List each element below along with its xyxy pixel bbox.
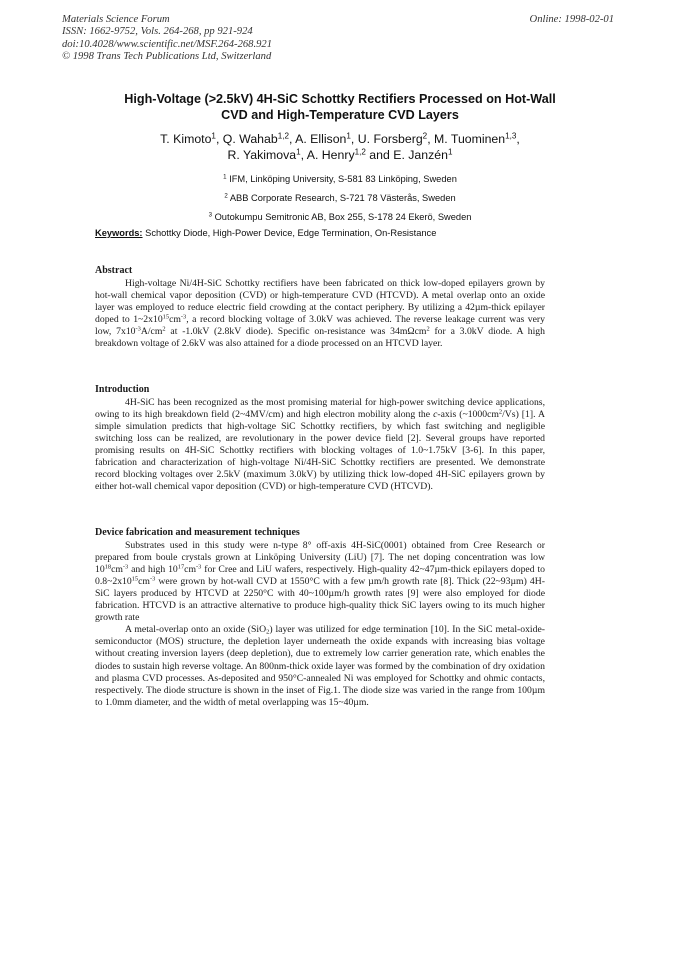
superscript: 15 <box>131 575 139 583</box>
superscript: -3 <box>180 313 187 321</box>
author-affil-mark: 1 <box>346 131 351 141</box>
affiliation <box>60 170 620 189</box>
author-sep: , <box>215 132 223 146</box>
keywords-line <box>95 227 436 239</box>
text-run: cm <box>169 314 181 326</box>
affiliation <box>60 189 620 208</box>
author-list <box>60 131 620 163</box>
italic-run: c <box>433 409 438 421</box>
subscript: 2 <box>266 628 270 636</box>
text-run: cm <box>184 564 197 576</box>
superscript: 18 <box>104 563 112 571</box>
text-run: Substrates used in this study were n-type 8° off-axis 4H-SiC(0001) obtained from Cree Research or prepared from boule crystals grown at Linköping University (LiU) [7]. The net doping concentration was low 10 <box>95 540 545 576</box>
author-affil-mark: 2 <box>422 131 428 141</box>
author-affil-mark: 1 <box>211 131 216 141</box>
keywords-text: Schottky Diode, High-Power Device, Edge Termination, On-Resistance <box>142 228 437 238</box>
publication-header <box>62 14 272 63</box>
online-date: Online: 1998-02-01 <box>529 14 614 25</box>
affiliation-mark: 1 <box>223 173 227 181</box>
text-run: for a 3.0kV diode. A high breakdown voltage of 2.6kV was also attained for a diode processed on an HTCVD layer. <box>95 326 545 350</box>
text-run: , a record blocking voltage of 3.0kV was achieved. The reverse leakage current was very low, 7x10 <box>95 314 545 338</box>
affiliation-text: ABB Corporate Research, S-721 78 Västerås, Sweden <box>229 193 456 203</box>
text-run: cm <box>111 564 123 576</box>
text-run: -axis (~1000cm <box>437 409 499 421</box>
author-name: E. Janzén <box>393 148 448 162</box>
device-fabrication-paragraph-2 <box>95 624 545 708</box>
text-run: High-voltage Ni/4H-SiC Schottky rectifiers have been fabricated on thick low-doped epilayers grown by hot-wall chemical vapor deposition (CVD) or high-temperature CVD (HTCVD). A metal overlap onto an oxide layer was employed to reduce electric field crowding at the contact periphery. By utilizing a 42µm-thick epilayer doped to 1~2x10 <box>95 278 545 326</box>
copyright-line: © 1998 Trans Tech Publications Ltd, Switzerland <box>62 50 272 62</box>
text-run: /Vs) [1]. A simple simulation predicts that high-voltage SiC Schottky rectifiers, by which fast switching and negligible switching loss can be realized, are revolutionary in the power device field [2]. Several groups have reported promising results on 4H-SiC Schottky rectifiers with blocking voltages of 1.0~1.75kV [3-6]. In this paper, fabrication and characterization of high-voltage Ni/4H-SiC Schottky rectifiers are presented. We demonstrate record blocking voltages over 2.5kV (maximum 3.0kV) by utilizing thick low-doped 4H-SiC epilayers grown by either hot-wall chemical vapor deposition (CVD) or high-temperature CVD (HTCVD). <box>95 409 545 493</box>
text-run: at -1.0kV (2.8kV diode). Specific on-resistance was 34mΩcm <box>165 326 427 338</box>
author-affil-mark: 1 <box>447 147 453 157</box>
introduction-heading: Introduction <box>95 384 150 395</box>
author-name: T. Kimoto <box>160 132 212 146</box>
text-run: were grown by hot-wall CVD at 1550°C with a few µm/h growth rate [8]. Thick (22~93µm) 4H-SiC layers produced by HTCVD at 2250°C with 40~100µm/h growth rates [9] were also employed for diode fabrication. HTCVD is an attractive alternative to produce high-quality thick SiC layers owing to its much higher growth rate <box>95 576 545 624</box>
abstract-paragraph <box>95 278 545 350</box>
superscript: 2 <box>162 325 166 333</box>
author-affil-mark: 1,2 <box>277 131 289 141</box>
text-run: for Cree and LiU wafers, respectively. High-quality 42~47µm-thick epilayers doped to 0.8~2x10 <box>95 564 545 588</box>
device-fabrication-section <box>95 527 545 709</box>
issn-line: ISSN: 1662-9752, Vols. 264-268, pp 921-924 <box>62 26 253 38</box>
affiliation-list <box>60 170 620 227</box>
introduction-section <box>95 384 545 493</box>
author-name: M. Tuominen <box>434 132 506 146</box>
author-name: U. Forsberg <box>357 132 423 146</box>
author-name: Q. Wahab <box>222 132 278 146</box>
superscript: -3 <box>149 575 156 583</box>
author-affil-mark: 1 <box>296 147 301 157</box>
author-name: R. Yakimova <box>227 148 297 162</box>
affiliation-mark: 3 <box>208 211 212 219</box>
author-sep: and <box>365 148 394 162</box>
affiliation-text: IFM, Linköping University, S-581 83 Linköping, Sweden <box>229 174 457 184</box>
affiliation-text: Outokumpu Semitronic AB, Box 255, S-178 24 Ekerö, Sweden <box>214 212 472 222</box>
author-sep: , <box>288 132 296 146</box>
keywords-label: Keywords: <box>95 228 143 238</box>
superscript: 2 <box>426 325 430 333</box>
superscript: -3 <box>135 325 141 333</box>
affiliation-mark: 2 <box>224 192 228 200</box>
author-sep: , <box>300 148 307 162</box>
author-affil-mark: 1,2 <box>354 147 366 157</box>
text-run: and high 10 <box>128 564 178 576</box>
author-name: A. Henry <box>306 148 355 162</box>
text-run: A metal-overlap onto an oxide (SiO <box>125 624 267 636</box>
device-fabrication-heading: Device fabrication and measurement techniques <box>95 527 300 538</box>
superscript: 17 <box>177 563 185 571</box>
superscript: -3 <box>122 563 129 571</box>
author-affil-mark: 1,3 <box>505 131 517 141</box>
superscript: 15 <box>162 313 170 321</box>
text-run: ) layer was utilized for edge termination [10]. In the SiC metal-oxide-semiconductor (MOS) structure, the depletion layer underneath the oxide expands with increasing bias voltage without creating inversion layers (deep depletion), due to extremely low carrier generation rate, which enables the diodes to sustain high reverse voltage. An 800nm-thick oxide layer was formed by the combination of dry oxidation and plasma CVD processes. As-deposited and 950°C-annealed Ni was employed for Schottky and ohmic contacts, respectively. The diode structure is shown in the inset of Fig.1. The diode size was varied in the range from 100µm to 1.0mm diameter, and the width of metal overlapping was 15~40µm. <box>95 624 545 708</box>
superscript: 2 <box>498 408 503 416</box>
text-run: 4H-SiC has been recognized as the most promising material for high-power switching device applications, owing to its high breakdown field (2~4MV/cm) and high electron mobility along the <box>95 397 545 421</box>
abstract-section <box>95 265 545 350</box>
author-sep: , <box>516 132 520 146</box>
device-fabrication-paragraph-1 <box>95 540 545 624</box>
title-line-2: CVD and High-Temperature CVD Layers <box>221 107 459 122</box>
paper-title <box>60 92 620 123</box>
doi-link[interactable]: doi:10.4028/www.scientific.net/MSF.264-268.921 <box>62 38 272 50</box>
abstract-heading: Abstract <box>95 265 133 276</box>
superscript: -3 <box>196 563 202 571</box>
author-sep: , <box>350 132 358 146</box>
author-name: A. Ellison <box>295 132 347 146</box>
text-run: A/cm <box>140 326 163 338</box>
introduction-paragraph <box>95 397 545 493</box>
text-run: cm <box>138 576 150 588</box>
title-line-1: High-Voltage (>2.5kV) 4H-SiC Schottky Rectifiers Processed on Hot-Wall <box>124 92 556 106</box>
journal-name: Materials Science Forum <box>62 14 170 25</box>
affiliation <box>60 208 620 227</box>
author-sep: , <box>427 132 435 146</box>
